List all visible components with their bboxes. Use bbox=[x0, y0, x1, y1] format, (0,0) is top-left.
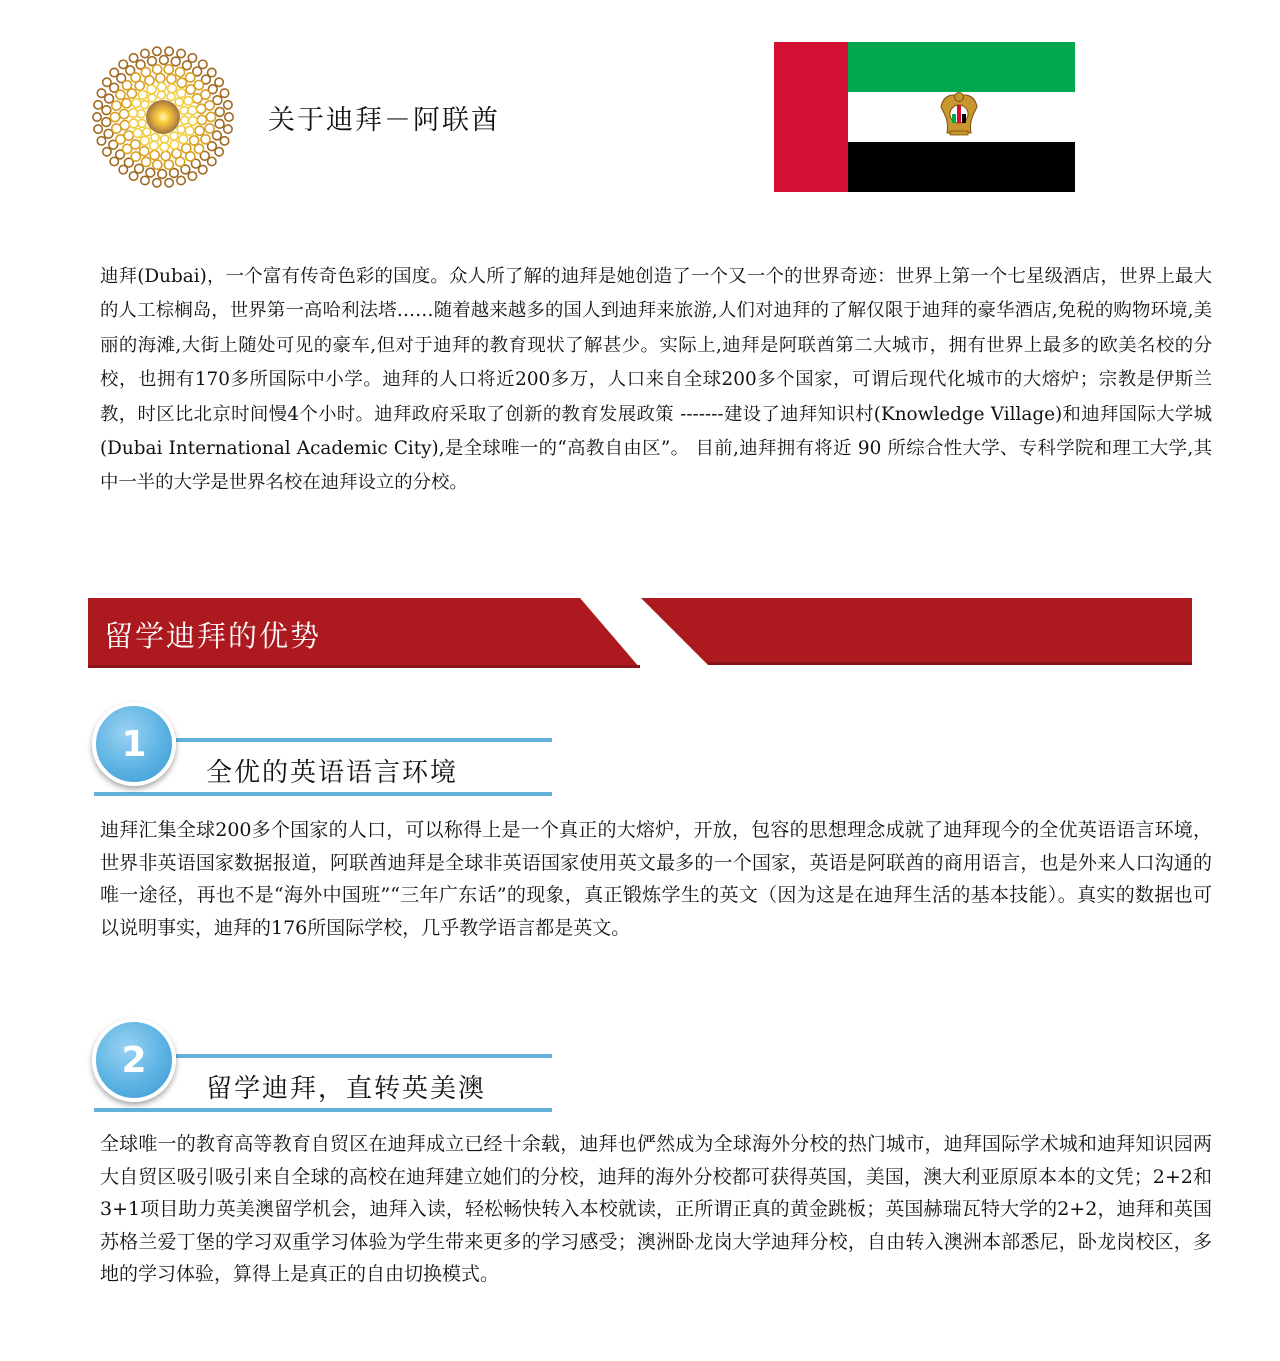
logo-ring-dot bbox=[151, 133, 159, 141]
logo-ring-dot bbox=[127, 89, 136, 98]
section-title: 留学迪拜，直转英美澳 bbox=[206, 1074, 487, 1104]
logo-ring-dot bbox=[160, 143, 169, 152]
logo-ring-dot bbox=[206, 112, 215, 121]
logo-ring-dot bbox=[157, 91, 165, 99]
section-body: 全球唯一的教育高等教育自贸区在迪拜成立已经十余载，迪拜也俨然成为全球海外分校的热门城市，迪拜国际学术城和迪拜知识园两大自贸区吸引吸引来自全球的高校在迪拜建立她们的分校，迪拜的海外分校都可获得英国，美国，澳大利亚原原本本的文凭；2+2和3+1项目助力英美澳留学机会，迪拜入读，轻松畅快转入本校就读，正所谓正真的黄金跳板；英国赫瑞瓦特大学的2+2，迪拜和英国苏格兰爱丁堡的学习双重学习体验为学生带来更多的学习感受；澳洲卧龙岗大学迪拜分校，自由转入澳洲本部悉尼，卧龙岗校区，多地的学习体验，算得上是真正的自由切换模式。 bbox=[100, 1133, 1212, 1286]
section-number-badge: 1 bbox=[92, 702, 176, 786]
logo-ring-dot bbox=[159, 56, 168, 65]
section-rule-bottom bbox=[94, 792, 552, 796]
logo-ring-dot bbox=[97, 89, 105, 97]
logo-ring-dot bbox=[137, 110, 145, 118]
logo-ring-dot bbox=[215, 108, 224, 117]
logo-ring-dot bbox=[180, 107, 188, 115]
logo-ring-dot bbox=[140, 136, 149, 145]
logo-ring-dot bbox=[225, 113, 233, 121]
logo-ring-dot bbox=[165, 179, 173, 187]
intro-paragraph: 迪拜(Dubai)，一个富有传奇色彩的国度。众人所了解的迪拜是她创造了一个又一个的世界奇迹：世界上第一个七星级酒店，世界上最大的人工棕榈岛，世界第一高哈利法塔……随着越来越多的国人到迪拜来旅游,人们对迪拜的了解仅限于迪拜的豪华酒店,免税的购物环境,美丽的海滩,大街上随处可见的豪车,但对于迪拜的教育现状了解甚少。实际上,迪拜是阿联酋第二大城市，拥有世界上最多的欧美名校的分校，也拥有170多所国际中小学。迪拜的人口将近200多万，人口来自全球200多个国家，可谓后现代化城市的大熔炉；宗教是伊斯兰教，时区比北京时间慢4个小时。迪拜政府采取了创新的教育发展政策 -------建设了迪拜知识村(Knowledge Village)和迪拜国际大学城(Dubai International Academic City),是全球唯一的“高教自由区”。 目前,迪拜拥有将近 90 所综合性大学、专科学院和理工大学,其中一半的大学是世界名校在迪拜设立的分校。 bbox=[100, 266, 1212, 494]
logo-ring-dot bbox=[141, 49, 149, 57]
logo-ring-dot bbox=[179, 135, 188, 144]
logo-ring-dot bbox=[129, 54, 137, 62]
logo-ring-dot bbox=[197, 115, 206, 124]
logo-ring-dot bbox=[129, 119, 138, 128]
logo-ring-dot bbox=[147, 85, 156, 94]
logo-ring-dot bbox=[175, 67, 184, 76]
logo-ring-dot bbox=[165, 47, 173, 55]
expo-ring-logo bbox=[88, 42, 238, 192]
logo-ring-dot bbox=[153, 179, 161, 187]
logo-ring-dot bbox=[132, 99, 141, 108]
logo-ring-dot bbox=[138, 90, 147, 99]
logo-ring-dot bbox=[131, 152, 140, 161]
logo-ring-dot bbox=[140, 147, 149, 156]
logo-ring-dot bbox=[177, 78, 186, 87]
logo-ring-dot bbox=[148, 94, 156, 102]
logo-ring-dot bbox=[158, 170, 167, 179]
logo-ring-dot bbox=[112, 101, 121, 110]
section-rule-bottom bbox=[94, 1108, 552, 1112]
logo-ring-dot bbox=[213, 131, 222, 140]
logo-ring-dot bbox=[224, 101, 232, 109]
logo-ring-dot bbox=[105, 94, 114, 103]
logo-ring-dot bbox=[184, 96, 193, 105]
logo-ring-dot bbox=[124, 131, 133, 140]
logo-ring-dot bbox=[148, 57, 157, 66]
banner-title: 留学迪拜的优势 bbox=[104, 619, 322, 653]
logo-ring-dot bbox=[141, 101, 149, 109]
section-body: 迪拜汇集全球200多个国家的人口，可以称得上是一个真正的大熔炉，开放，包容的思想理念成就了迪拜现今的全优英语语言环境，世界非英语国家数据报道，阿联酋迪拜是全球非英语国家使用英文最多的一个国家，英语是阿联酋的商用语言，也是外来人口沟通的唯一途径，再也不是“海外中国班”“三年广东话”的现象，真正锻炼学生的英文（因为这是在迪拜生活的基本技能）。真实的数据也可以说明事实，迪拜的176所国际学校，几乎教学语言都是英文。 bbox=[100, 819, 1212, 939]
logo-ring-dot bbox=[185, 126, 194, 135]
logo-ring-dot bbox=[172, 149, 181, 158]
logo-ring-dot bbox=[220, 137, 228, 145]
logo-ring-dot bbox=[186, 85, 195, 94]
logo-ring-dot bbox=[224, 125, 232, 133]
logo-ring-dot bbox=[195, 126, 204, 135]
logo-ring-dot bbox=[193, 94, 202, 103]
logo-ring-dot bbox=[177, 89, 186, 98]
page-title: 关于迪拜－阿联酋 bbox=[268, 105, 500, 136]
logo-ring-dot bbox=[175, 98, 183, 106]
logo-ring-dot bbox=[143, 128, 151, 136]
section-title: 全优的英语语言环境 bbox=[206, 758, 459, 788]
logo-ring-dot bbox=[153, 47, 161, 55]
logo-ring-dot bbox=[103, 148, 111, 156]
logo-ring-dot bbox=[167, 93, 175, 101]
logo-ring-dot bbox=[171, 57, 180, 66]
logo-ring-dot bbox=[177, 125, 185, 133]
logo-ring-dot bbox=[205, 124, 214, 133]
uae-flag-icon bbox=[774, 42, 1075, 192]
logo-ring-dot bbox=[188, 106, 197, 115]
logo-ring-dot bbox=[122, 99, 131, 108]
logo-ring-dot bbox=[156, 73, 165, 82]
logo-core bbox=[146, 100, 180, 134]
logo-ring-dot bbox=[120, 121, 129, 130]
section-rule-top bbox=[176, 738, 552, 742]
logo-ring-dot bbox=[177, 176, 185, 184]
section-rule-top bbox=[176, 1054, 552, 1058]
logo-ring-dot bbox=[153, 65, 162, 74]
logo-ring-dot bbox=[141, 157, 150, 166]
logo-ring-dot bbox=[182, 144, 191, 153]
logo-ring-dot bbox=[138, 119, 146, 127]
logo-ring-dot bbox=[146, 168, 155, 177]
logo-ring-dot bbox=[131, 140, 140, 149]
section-number-badge: 2 bbox=[92, 1018, 176, 1102]
logo-ring-dot bbox=[186, 73, 195, 82]
logo-ring-dot bbox=[215, 78, 223, 86]
logo-ring-dot bbox=[161, 135, 169, 143]
logo-ring-dot bbox=[116, 90, 125, 99]
logo-ring-dot bbox=[133, 129, 142, 138]
logo-ring-dot bbox=[177, 49, 185, 57]
logo-ring-dot bbox=[164, 65, 173, 74]
logo-ring-dot bbox=[145, 76, 154, 85]
logo-ring-dot bbox=[102, 106, 111, 115]
logo-ring-dot bbox=[188, 172, 196, 180]
logo-ring-dot bbox=[153, 160, 162, 169]
logo-ring-dot bbox=[97, 137, 105, 145]
logo-ring-dot bbox=[197, 104, 206, 113]
logo-ring-dot bbox=[170, 132, 178, 140]
logo-ring-dot bbox=[135, 81, 144, 90]
logo-ring-dot bbox=[94, 101, 102, 109]
logo-ring-dot bbox=[110, 112, 119, 121]
logo-ring-dot bbox=[201, 135, 210, 144]
logo-ring-dot bbox=[150, 150, 159, 159]
logo-ring-dot bbox=[120, 110, 129, 119]
logo-ring-dot bbox=[157, 83, 166, 92]
logo-ring-dot bbox=[168, 84, 177, 93]
logo-ring-dot bbox=[93, 113, 101, 121]
logo-ring-dot bbox=[170, 169, 179, 178]
logo-ring-dot bbox=[181, 116, 189, 124]
logo-ring-dot bbox=[190, 136, 199, 145]
logo-ring-dot bbox=[129, 109, 138, 118]
logo-ring-dot bbox=[164, 160, 173, 169]
logo-ring-dot bbox=[188, 117, 197, 126]
logo-ring-dot bbox=[170, 140, 179, 149]
logo-ring-dot bbox=[161, 151, 170, 160]
logo-ring-dot bbox=[183, 61, 192, 70]
logo-ring-dot bbox=[215, 119, 224, 128]
logo-ring-dot bbox=[220, 89, 228, 97]
logo-ring-dot bbox=[135, 164, 144, 173]
logo-ring-dot bbox=[94, 125, 102, 133]
logo-ring-dot bbox=[141, 176, 149, 184]
logo-ring-dot bbox=[102, 118, 111, 127]
logo-ring-dot bbox=[150, 141, 159, 150]
logo-ring-dot bbox=[167, 74, 176, 83]
